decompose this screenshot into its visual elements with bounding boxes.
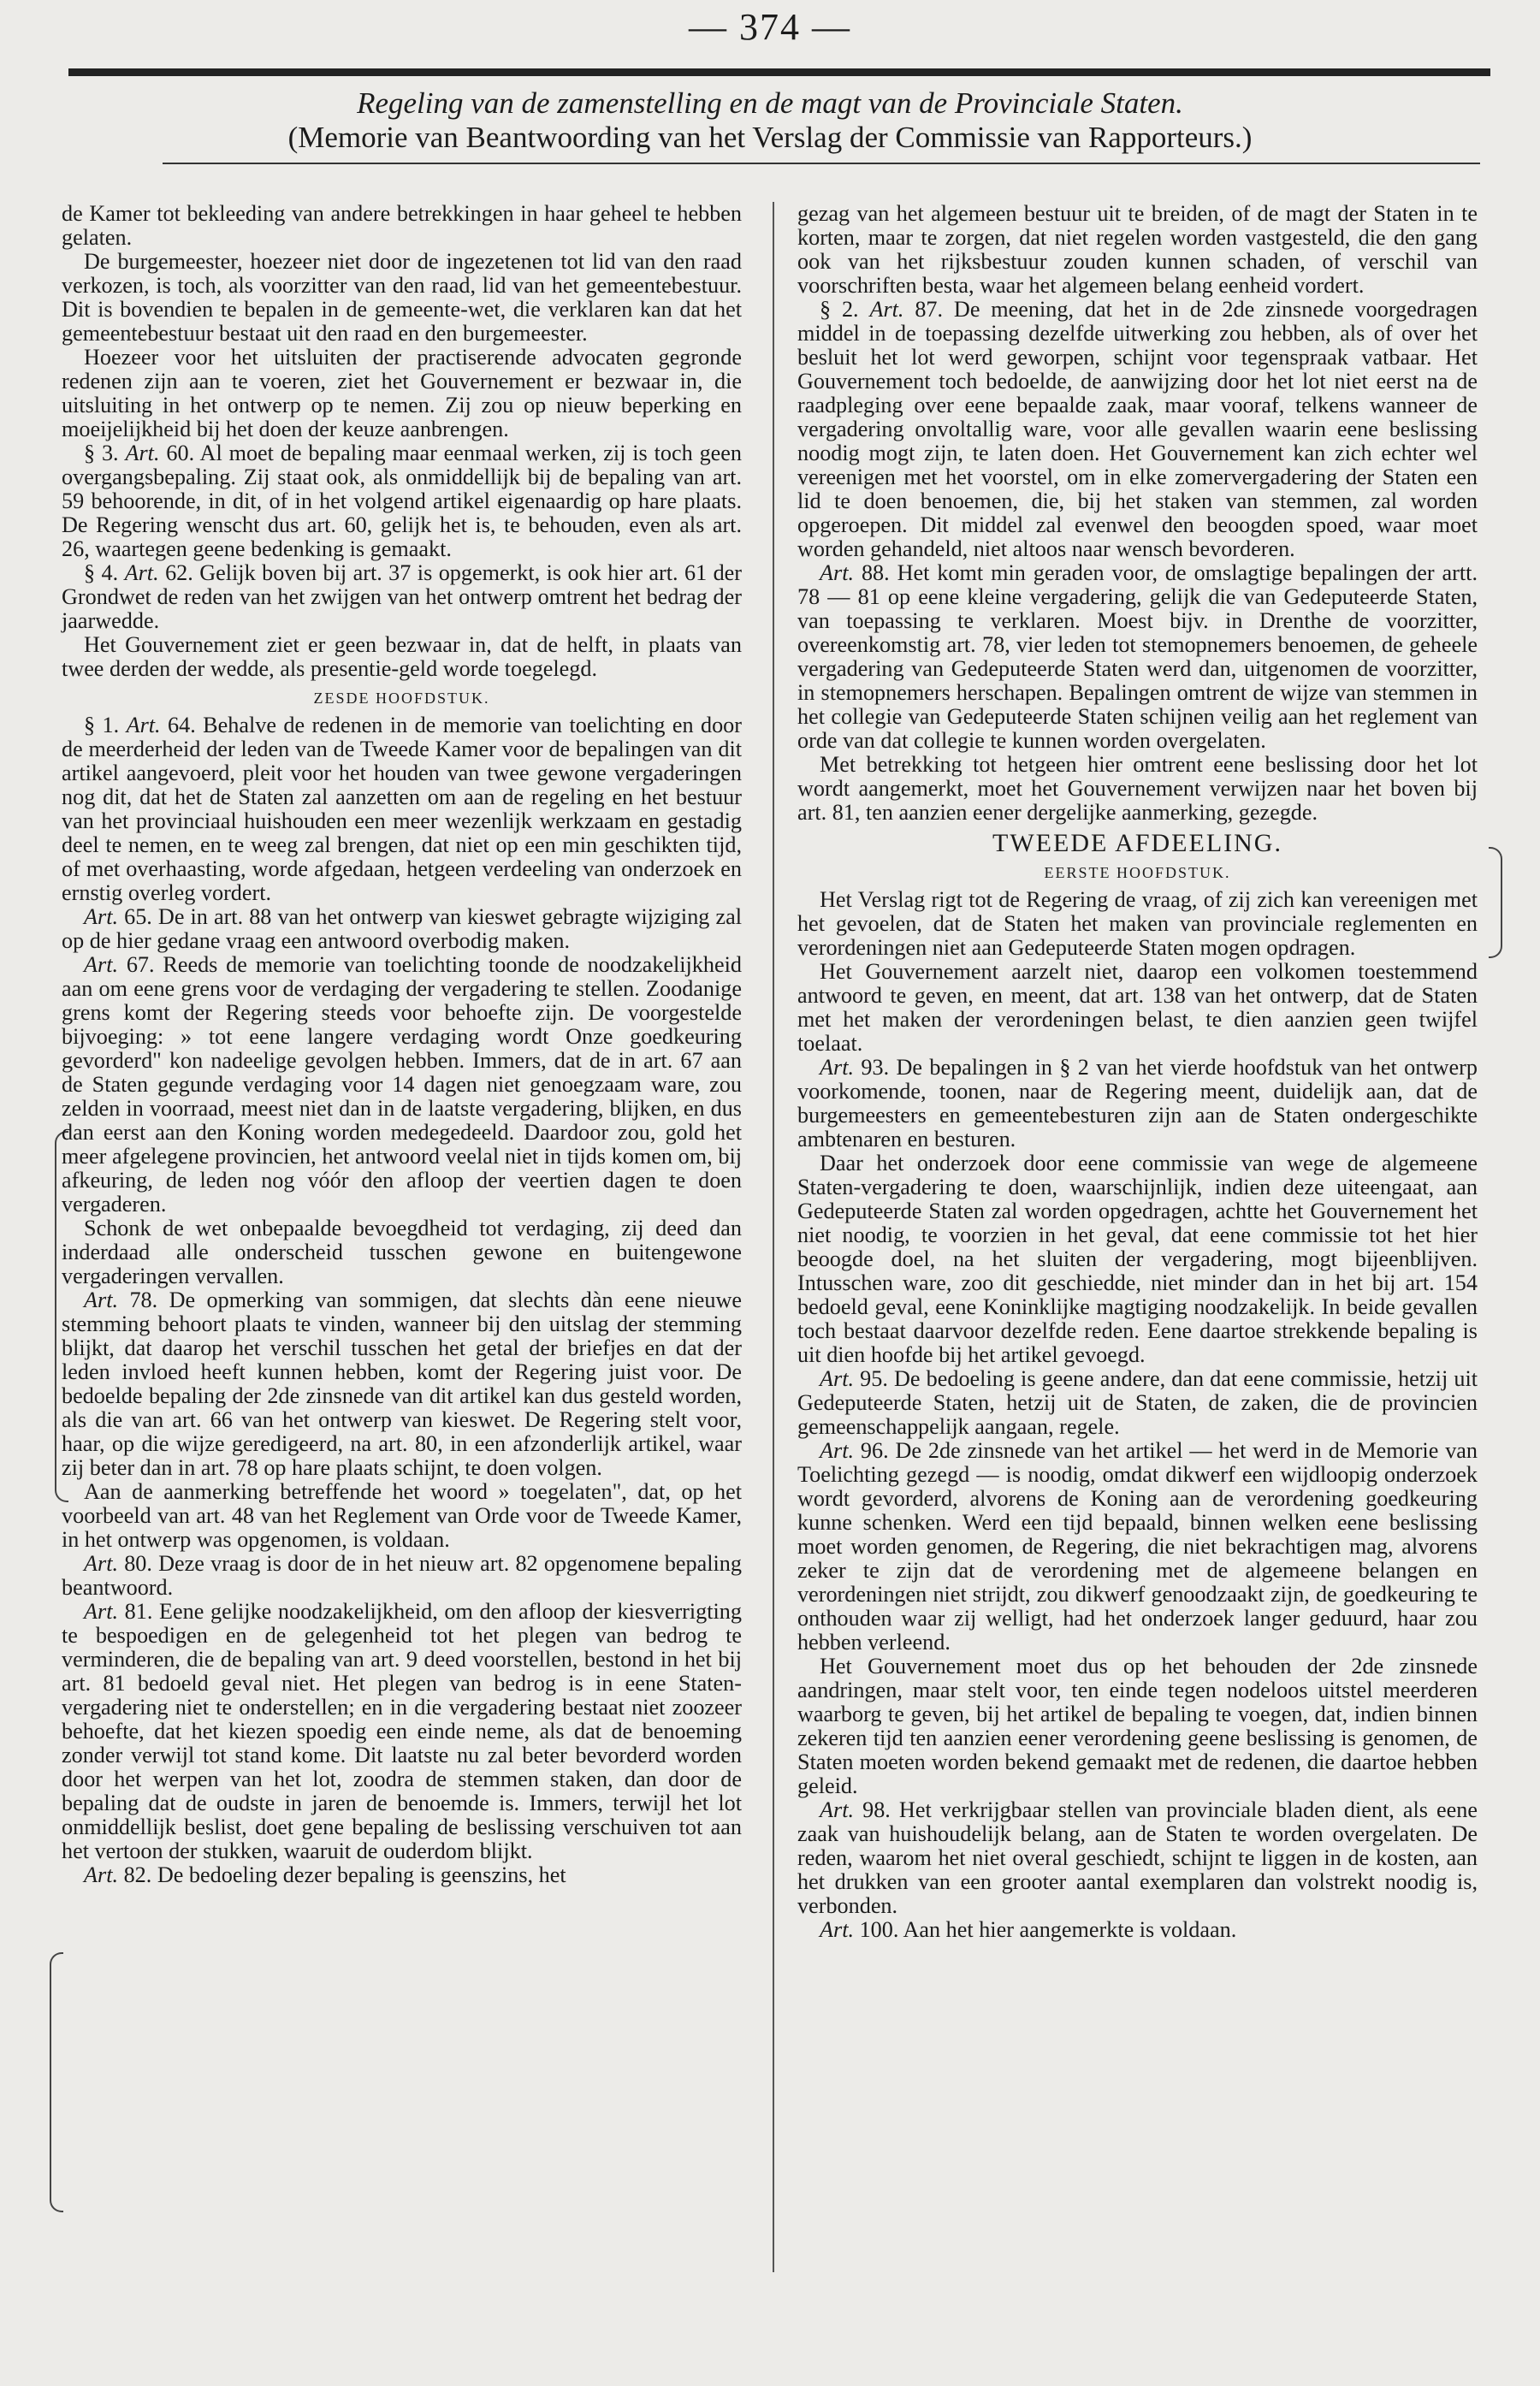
right-paragraph: [797, 1056, 1478, 1152]
art-label: Art.: [84, 1288, 119, 1312]
section-mark: § 3.: [84, 441, 119, 465]
section-mark: § 2.: [820, 297, 859, 322]
right-paragraph: Het Verslag rigt tot de Regering de vraag, of zij zich kan vereenigen met het gevoelen, dat de Staten het maken van provinciale reglementen en verordeningen niet aan Gedeputeerde Staten mogen opdragen.: [797, 887, 1478, 960]
right-paragraph: [797, 1367, 1478, 1439]
paragraph-text: 80. Deze vraag is door de in het nieuw art. 82 opgenomene bepaling beantwoord.: [62, 1551, 742, 1600]
left-paragraph: [62, 561, 742, 633]
paragraph-text: 95. De bedoeling is geene andere, dan dat eene commissie, hetzij uit Gedeputeerde Staten, hetzij uit de Staten, de zaken, die de provincien gemeenschappelijk aangaan, regele.: [797, 1366, 1478, 1439]
paragraph-text: 96. De 2de zinsnede van het artikel — het werd in de Memorie van Toelichting gezegd — is noodig, omdat dikwerf een wijdloopig onderzoek wordt gevorderd, alvorens de Koning aan de verordening goedkeuring kunne schenken. Werd een tijd bepaald, binnen welken eene beslissing moet worden genomen, de Regering, die niet bekrachtigen mag, alvorens zeker te zijn dat de verordening met de algemeene belangen en verordeningen niet strijdt, zou dikwerf genoodzaakt zijn, de goedkeuring te onthouden waar zij welligt, had het onderzoek langer geduurd, haar zou hebben verleend.: [797, 1438, 1478, 1655]
paragraph-text: 67. Reeds de memorie van toelichting toonde de noodzakelijkheid aan om eene grens voor de verdaging der vergadering te stellen. Zoodanige grens komt der Regering steeds voor behoefte zijn. De voorgestelde bijvoeging: » tot eene langere verdaging wordt Onze goedkeuring gevorderd" kon nadeelige gevolgen hebben. Immers, dat de in art. 67 aan de Staten gegunde verdaging voor 14 dagen niet genoegzaam ware, zou zelden in voorraad, meest niet dan in de laatste vergadering, blijken, en dus dan eerst aan den Koning worden medegedeeld. Daardoor zou, gold het meer afgelegene provincien, het antwoord veelal niet in tijds komen om, bij afkeuring, de leden nog vóór den afloop der veertien dagen te doen vergaderen.: [62, 952, 742, 1217]
afdeeling-heading: TWEEDE AFDEELING.: [992, 829, 1282, 857]
right-paragraph: [797, 1918, 1478, 1942]
paragraph-text: 60. Al moet de bepaling maar eenmaal werken, zij is toch geen overgangsbepaling. Zij staat ook, als onmiddellijk bij de bepaling van art. 59 behoorende, in dit, of in het volgend artikel eigenaardig op hare plaats. De Regering wenscht dus art. 60, gelijk het is, te behouden, even als art. 26, waartegen geene bedenking is gemaakt.: [62, 441, 743, 561]
paragraph-text: 100. Aan het hier aangemerkte is voldaan.: [859, 1917, 1237, 1942]
left-paragraph: [62, 953, 742, 1217]
art-label: Art.: [84, 1862, 119, 1887]
paragraph-text: 87. De meening, dat het in de 2de zinsnede voorgedragen middel in de toepassing dezelfde uitwerking zou hebben, als of over het besluit het lot werd geworpen, schijnt voor tegenspraak vatbaar. Het Gouvernement toch bedoelde, de aanwijzing door het lot niet eerst na de raadpleging over eene bepaalde zaak, maar vooraf, telkens wanneer de vergadering onvoltallig ware, voor alle gevallen waarin eene beslissing noodig mogt zijn, te laten doen. Het Gouvernement kan zich echter wel vereenigen met het voorstel, om in elke zomervergadering der Staten een lid te doen benoemen, die, bij het staken van stemmen, zal worden opgeroepen. Dit middel zal evenwel den beoogden spoed, waar moet worden gehandeld, niet altoos naar wensch bevorderen.: [797, 297, 1478, 561]
art-label: Art.: [125, 441, 160, 465]
left-column: [62, 202, 742, 1887]
section-heading: EERSTE HOOFDSTUK.: [1044, 864, 1231, 881]
art-label: Art.: [869, 297, 904, 322]
left-paragraph: [62, 1600, 742, 1863]
section-heading: ZESDE HOOFDSTUK.: [313, 690, 490, 707]
left-paragraph: [62, 1863, 742, 1887]
section-mark: § 1.: [84, 713, 120, 737]
paragraph-text: 98. Het verkrijgbaar stellen van provinciale bladen dient, als eene zaak van huishoudelijk belang, aan de Staten te worden overgelaten. De reden, waarom het niet overal geschiedt, schijnt te liggen in de kosten, aan het drukken van een grooter aantal exemplaren dan volstrekt noodig is, verbonden.: [797, 1797, 1478, 1918]
art-label: Art.: [820, 1055, 855, 1080]
margin-bracket-left-lower: [50, 1952, 63, 2212]
left-paragraph: Aan de aanmerking betreffende het woord » toegelaten", dat, op het voorbeeld van art. 48 van het Reglement van Orde voor de Tweede Kamer, in het ontwerp was opgenomen, is voldaan.: [62, 1479, 742, 1552]
section-mark: § 4.: [84, 560, 119, 585]
document-title: Regeling van de zamenstelling en de magt van de Provinciale Staten.: [357, 86, 1183, 120]
left-paragraph: Hoezeer voor het uitsluiten der practiserende advocaten gegronde redenen zijn aan te voeren, ziet het Gouvernement er bezwaar in, die uitsluiting in het ontwerp op te nemen. Zij zou op nieuw beperking en moeijelijkheid bij het doen der keuze aanbrengen.: [62, 345, 742, 441]
art-label: Art.: [84, 1551, 119, 1576]
right-paragraph: [797, 1798, 1478, 1918]
left-paragraph: [62, 1288, 742, 1480]
column-divider: [773, 202, 774, 2272]
paragraph-text: 81. Eene gelijke noodzakelijkheid, om den afloop der kiesverrigting te bespoedigen en de gelegenheid tot het plegen van bedrog te verminderen, die de bepaling van art. 9 deed voorstellen, bestond in het bij art. 81 bedoeld geval niet. Het plegen van bedrog is in eene Staten-vergadering niet te onderstellen; en in die vergadering bestaat niet zoozeer behoefte, dat het kiezen spoedig een einde neme, als dat de benoeming zonder verwijl tot stand kome. Dit laatste nu zal beter bevorderd worden door het werpen van het lot, zoodra de stemmen staken, dan door de bepaling dat de oudste in jaren de benoemde is. Immers, terwijl het lot onmiddellijk beslist, doet gene bepaling de beslissing verschuiven tot aan het vertoon der stukken, waaruit de ouderdom blijkt.: [62, 1599, 742, 1863]
left-paragraph: Schonk de wet onbepaalde bevoegdheid tot verdaging, zij deed dan inderdaad alle onderscheid tusschen gewone en buitengewone vergaderingen vervallen.: [62, 1216, 742, 1288]
paragraph-text: 65. De in art. 88 van het ontwerp van kieswet gebragte wijziging zal op de hier gedane vraag een antwoord overbodig maken.: [62, 904, 742, 953]
header-rule: [68, 68, 1490, 76]
paragraph-text: 78. De opmerking van sommigen, dat slechts dàn eene nieuwe stemming behoort plaats te vinden, wanneer bij den uitslag der stemming blijkt, dat daarop het verschil tusschen het getal der briefjes en dat der leden invloed heeft kunnen hebben, komt der Regering juist voor. De bedoelde bepaling der 2de zinsnede van dit artikel kan dus gesteld worden, als die van art. 66 van het ontwerp van kieswet. De Regering stelt voor, haar, op die wijze geredigeerd, na art. 80, in een afzonderlijk artikel, waar zij beter dan in art. 78 op hare plaats schijnt, te doen volgen.: [62, 1288, 743, 1480]
paragraph-text: 82. De bedoeling dezer bepaling is geenszins, het: [123, 1862, 566, 1887]
right-column: [797, 202, 1478, 1942]
art-label: Art.: [84, 1599, 119, 1624]
page-number: — 374 —: [689, 6, 851, 48]
left-paragraph: Het Gouvernement ziet er geen bezwaar in, dat de helft, in plaats van twee derden der wedde, als presentie-geld worde toegelegd.: [62, 632, 742, 681]
left-paragraph: [62, 1552, 742, 1600]
margin-bracket-right: [1489, 847, 1502, 958]
left-paragraph: [62, 905, 742, 953]
art-label: Art.: [84, 952, 119, 977]
right-paragraph: [797, 1439, 1478, 1655]
art-label: Art.: [124, 560, 159, 585]
subtitle-rule: [163, 163, 1480, 164]
right-paragraph: Met betrekking tot hetgeen hier omtrent eene beslissing door het lot wordt aangemerkt, moet het Gouvernement verwijzen naar het boven bij art. 81, ten aanzien eener dergelijke aanmerking, gezegde.: [797, 752, 1478, 825]
right-paragraph: [797, 561, 1478, 753]
left-paragraph: de Kamer tot bekleeding van andere betrekkingen in haar geheel te hebben gelaten.: [62, 201, 742, 250]
right-paragraph: [797, 298, 1478, 561]
right-paragraph: Het Gouvernement aarzelt niet, daarop een volkomen toestemmend antwoord te geven, en meent, dat art. 138 van het ontwerp, dat de Staten met het maken der verordeningen belast, te dien aanzien geen twijfel toelaat.: [797, 959, 1478, 1056]
paragraph-text: 93. De bepalingen in § 2 van het vierde hoofdstuk van het ontwerp voorkomende, toonen, naar de Regering meent, duidelijk aan, dat de burgemeesters en gemeentebesturen zijn aan de Staten ondergeschikte ambtenaren en besturen.: [797, 1055, 1478, 1152]
paragraph-text: 62. Gelijk boven bij art. 37 is opgemerkt, is ook hier art. 61 der Grondwet de reden van het zwijgen van het ontwerp omtrent het bedrag der jaarwedde.: [62, 560, 743, 633]
art-label: Art.: [820, 1438, 855, 1463]
document-subtitle: (Memorie van Beantwoording van het Verslag der Commissie van Rapporteurs.): [287, 121, 1253, 154]
art-label: Art.: [820, 1917, 855, 1942]
art-label: Art.: [820, 1366, 855, 1391]
left-paragraph: De burgemeester, hoezeer niet door de ingezetenen tot lid van den raad verkozen, is toch, als voorzitter van den raad, lid van het gemeentebestuur. Dit is bovendien te bepalen in de gemeente-wet, die verklaren kan dat het gemeentebestuur bestaat uit den raad en den burgemeester.: [62, 249, 742, 346]
art-label: Art.: [84, 904, 119, 929]
right-paragraph: Daar het onderzoek door eene commissie van wege de algemeene Staten-vergadering te doen, waarschijnlijk, indien deze uiteengaat, aan Gedeputeerde Staten zal worden opgedragen, achtte het Gouvernement het niet noodig, te voorzien in het geval, dat eene commissie tot het hier beoogde doel, na het sluiten der vergadering, mogt bijeenblijven. Intusschen ware, zoo dit geschiedde, niet minder dan in het bij art. 154 bedoeld geval, eene Koninklijke magtiging noodzakelijk. In beide gevallen toch bestaat daarvoor dezelfde reden. Eene daartoe strekkende bepaling is uit dien hoofde bij het artikel gevoegd.: [797, 1151, 1478, 1367]
right-paragraph: gezag van het algemeen bestuur uit te breiden, of de magt der Staten in te korten, maar te zorgen, dat niet regelen worden vastgesteld, die den gang ook van het rijksbestuur zouden kunnen schaden, of verschil van voorschriften besta, waar het algemeen belang eenheid vordert.: [797, 201, 1478, 298]
left-paragraph: [62, 713, 742, 905]
art-label: Art.: [820, 1797, 855, 1822]
right-paragraph: Het Gouvernement moet dus op het behouden der 2de zinsnede aandringen, maar stelt voor, ten einde tegen nodeloos uitstel meerderen waarborg te geven, bij het artikel de bepaling te voegen, dat, indien binnen zekeren tijd ten aanzien eener verordening geene beslissing is genomen, de Staten moeten worden bekend gemaakt met de redenen, die daartoe hebben geleid.: [797, 1654, 1478, 1798]
art-label: Art.: [820, 560, 855, 585]
paragraph-text: 88. Het komt min geraden voor, de omslagtige bepalingen der artt. 78 — 81 op eene kleine vergadering, gelijk die van Gedeputeerde Staten, van toepassing te verklaren. Moest bijv. in Drenthe de voorzitter, overeenkomstig art. 78, vier leden tot stemopnemers benoemen, de geheele vergadering van Gedeputeerde Staten werd dan, uitgenomen de voorzitter, in stemopnemers herschapen. Bepalingen omtrent de wijze van stemmen in het collegie van Gedeputeerde Staten schijnen veilig aan het reglement van orde van dat collegie te kunnen worden overgelaten.: [797, 560, 1478, 753]
art-label: Art.: [126, 713, 161, 737]
left-paragraph: [62, 441, 742, 561]
paragraph-text: 64. Behalve de redenen in de memorie van toelichting en door de meerderheid der leden van de Tweede Kamer voor de bepalingen van dit artikel aangevoerd, pleit voor het houden van twee gewone vergaderingen nog dit, dat het de Staten zal aanzetten om aan de regeling en het bestuur van het provinciaal huishouden een meer wezenlijk werkzaam en gestadig deel te nemen, en te weeg zal brengen, dat niet op een min geschikten tijd, of met overhaasting, worde afgedaan, hetgeen verdeeling van onderzoek en ernstig overleg vordert.: [62, 713, 743, 905]
